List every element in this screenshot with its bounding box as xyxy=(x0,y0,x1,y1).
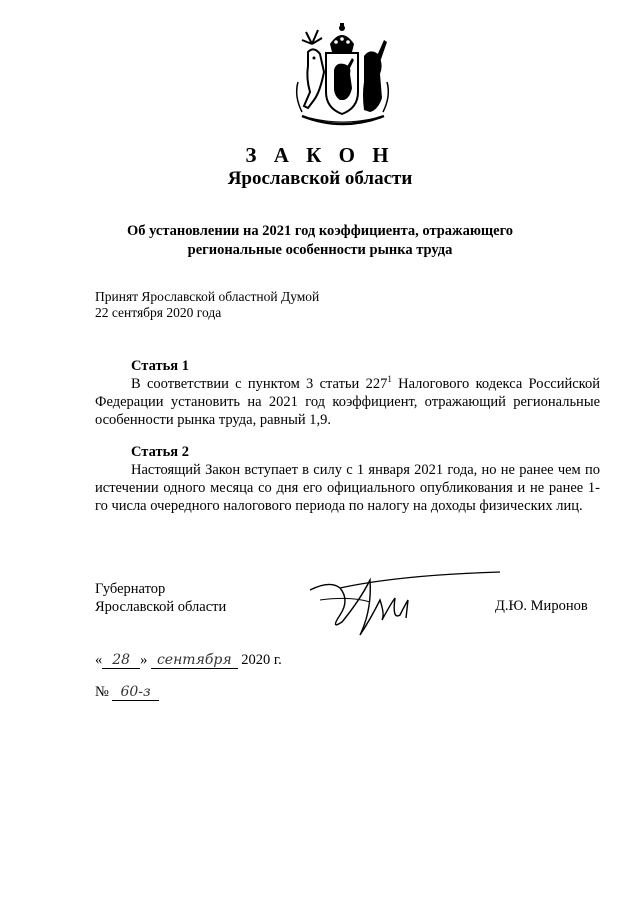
law-subject xyxy=(0,222,640,260)
quote-close: » xyxy=(140,652,148,668)
signing-date xyxy=(95,652,282,669)
subject-line: Об установлении на 2021 год коэффициента, отражающего xyxy=(126,223,514,239)
date-month-handwritten: сентября xyxy=(151,652,238,669)
date-day-handwritten: 28 xyxy=(102,652,140,669)
adoption-line: 22 сентября 2020 года xyxy=(95,305,222,320)
date-year: 2020 г. xyxy=(241,652,282,668)
superscript: 1 xyxy=(387,374,392,385)
coat-of-arms-icon xyxy=(290,22,395,134)
article-heading: Статья 1 xyxy=(131,358,189,374)
article-text: В соответствии с пунктом 3 статьи 227 xyxy=(131,376,388,392)
article-1 xyxy=(95,357,600,429)
article-text: Налогового кодекса Российской Федерации установить на 2021 год коэффициент, отражающий региональные особенности рынка труда, равный 1,9. xyxy=(95,376,600,428)
document-type-title: З А К О Н xyxy=(245,143,395,167)
issuer-title: Ярославской области xyxy=(227,168,413,189)
article-text: Настоящий Закон вступает в силу с 1 января 2021 года, но не ранее чем по истечении одного месяца со дня его официального опубликования и не ранее 1-го числа очередного налогового периода по налогу на доходы физических лиц. xyxy=(95,462,600,514)
law-number-handwritten: 60-з xyxy=(112,684,158,701)
subject-line: региональные особенности рынка труда xyxy=(187,242,453,258)
signatory-position xyxy=(95,580,226,616)
adoption-note xyxy=(95,289,319,321)
article-2 xyxy=(95,443,600,515)
law-number xyxy=(95,684,159,701)
position-line: Ярославской области xyxy=(95,599,227,615)
signatory-name: Д.Ю. Миронов xyxy=(495,598,588,614)
number-sign: № xyxy=(95,684,109,700)
handwritten-signature-icon xyxy=(300,560,500,640)
adoption-line: Принят Ярославской областной Думой xyxy=(95,289,320,304)
article-heading: Статья 2 xyxy=(131,444,189,460)
position-line: Губернатор xyxy=(95,581,166,597)
quote-open: « xyxy=(95,652,103,668)
